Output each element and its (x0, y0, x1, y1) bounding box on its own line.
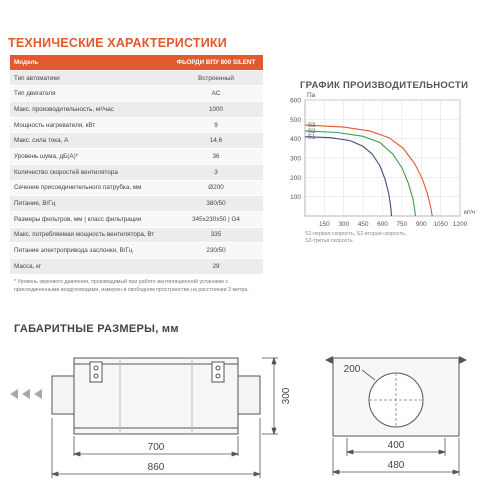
y-tick-label: 500 (290, 116, 301, 124)
y-tick-label: 400 (290, 136, 301, 144)
specs-header-label: Модель (10, 55, 169, 70)
table-row (10, 180, 263, 196)
diameter-label: 200 (343, 364, 361, 375)
row-value: 14,6 (169, 133, 263, 149)
legend-line-2: S3-третья скорость (305, 238, 353, 245)
row-value: 36 (169, 149, 263, 165)
inner-width-label: 400 (387, 440, 405, 451)
table-row (10, 102, 263, 118)
table-row (10, 117, 263, 133)
specs-header-model: ФЬОРДИ ВПУ 800 SILENT (169, 55, 263, 70)
row-label: Размеры фильтров, мм | класс фильтрации (10, 211, 169, 227)
total-length-label: 860 (147, 462, 165, 473)
dimension-drawings (0, 338, 500, 500)
dimensions-title: ГАБАРИТНЫЕ РАЗМЕРЫ, мм (14, 323, 179, 335)
series-label-s2: S2 (308, 128, 316, 135)
row-value: 230/50 (169, 243, 263, 259)
x-tick-label: 300 (338, 221, 350, 228)
airflow-arrows-icon (10, 389, 42, 399)
row-label: Уровень шума, дБ(А)* (10, 149, 169, 165)
mounting-bracket-icon (90, 362, 102, 382)
row-label: Масса, кг (10, 258, 169, 274)
chart-legend (305, 231, 406, 245)
row-label: Питание, В/Гц (10, 196, 169, 212)
height-label: 300 (281, 387, 292, 405)
x-tick-label: 750 (396, 221, 408, 228)
row-label: Тип автоматики (10, 70, 169, 86)
row-value: AC (169, 86, 263, 102)
inner-length-label: 700 (147, 442, 165, 453)
performance-chart (270, 88, 500, 233)
row-label: Количество скоростей вентилятора (10, 164, 169, 180)
row-label: Сечение присоединительного патрубка, мм (10, 180, 169, 196)
specs-table (10, 55, 263, 275)
y-tick-label: 200 (290, 174, 301, 182)
table-row (10, 196, 263, 212)
side-view-drawing (52, 358, 260, 434)
row-value: Ø200 (169, 180, 263, 196)
chart-grid (305, 100, 460, 216)
row-value: Встроенный (169, 70, 263, 86)
row-value: 380/50 (169, 196, 263, 212)
table-row (10, 86, 263, 102)
row-label: Мощность нагревателя, кВт (10, 117, 169, 133)
y-axis-label: Па (307, 92, 316, 99)
x-tick-label: 600 (377, 221, 388, 228)
x-tick-label: 1200 (452, 221, 468, 228)
row-value: 335 (169, 227, 263, 243)
row-label: Питание электропривода заслонки, В/Гц (10, 243, 169, 259)
legend-line-1: S1-первая скорость, S2-вторая скорость, (305, 231, 407, 237)
table-row (10, 258, 263, 274)
chart-title: ГРАФИК ПРОИЗВОДИТЕЛЬНОСТИ (300, 80, 469, 91)
y-tick-label: 100 (290, 194, 301, 202)
table-row (10, 149, 263, 165)
row-value: 3 (169, 164, 263, 180)
row-label: Макс. производительность, м³/час (10, 102, 169, 118)
table-row (10, 211, 263, 227)
row-label: Макс. сила тока, А (10, 133, 169, 149)
x-axis-label: м³/ч (464, 210, 475, 216)
specs-header-row (10, 55, 263, 70)
table-row (10, 227, 263, 243)
row-value: 345x230x50 | G4 (169, 211, 263, 227)
table-row (10, 70, 263, 86)
x-tick-label: 1050 (433, 221, 448, 228)
row-value: 29 (169, 258, 263, 274)
total-width-label: 480 (387, 460, 405, 471)
mounting-bracket-icon (212, 362, 224, 382)
x-tick-label: 450 (357, 221, 369, 228)
y-tick-label: 600 (290, 97, 301, 105)
row-label: Макс. потребляемая мощность вентилятора, Вт (10, 227, 169, 243)
row-label: Тип двигателя (10, 86, 169, 102)
x-tick-label: 900 (415, 221, 427, 228)
series-label-s3: S3 (308, 123, 316, 130)
table-row (10, 133, 263, 149)
x-tick-label: 150 (318, 221, 330, 228)
y-tick-label: 300 (290, 155, 301, 163)
row-value: 9 (169, 117, 263, 133)
table-row (10, 164, 263, 180)
table-row (10, 243, 263, 259)
series-label-s1: S1 (308, 134, 316, 141)
specs-title: ТЕХНИЧЕСКИЕ ХАРАКТЕРИСТИКИ (8, 36, 227, 50)
row-value: 1000 (169, 102, 263, 118)
specs-footnote: * Уровень звукового давления, производимый при работе вентиляционной установки с присоединенными воздуховодами, измерен в свободном пространстве на расстоянии 3 метра. (14, 279, 249, 293)
